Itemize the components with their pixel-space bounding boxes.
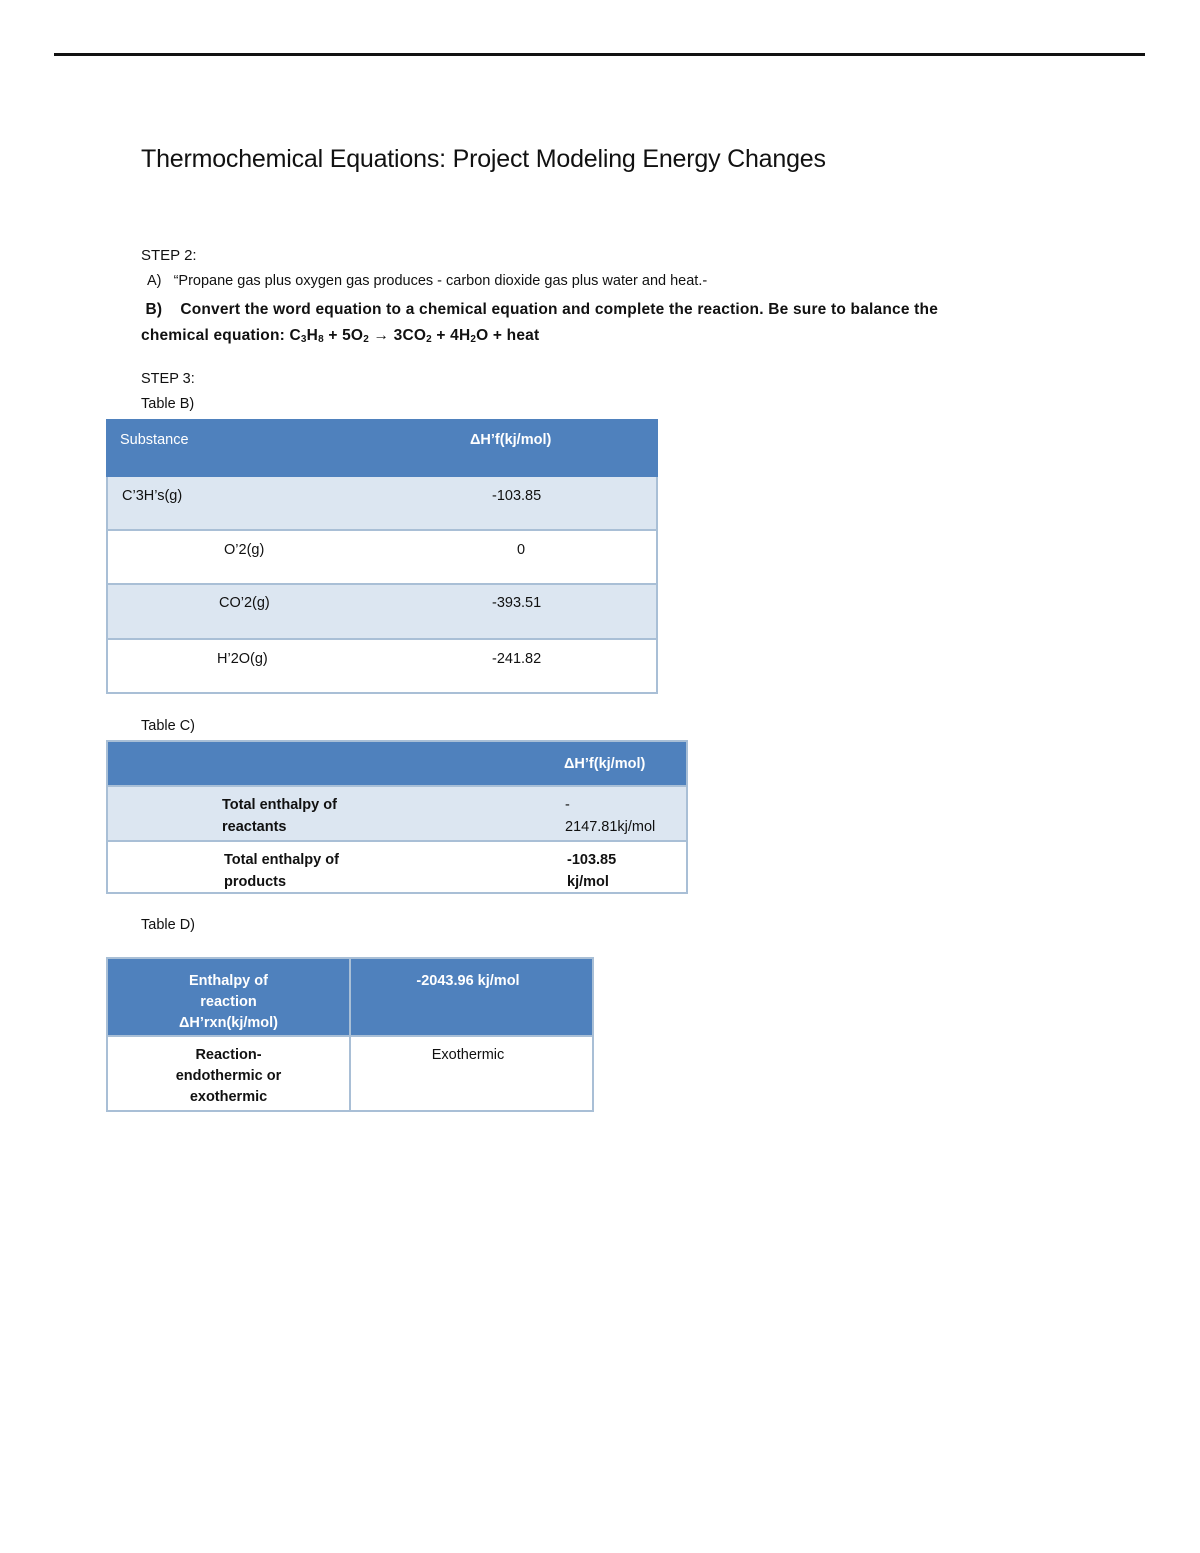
table-d-label: Table D) — [141, 917, 195, 933]
eq-c-sub: 3 — [300, 334, 307, 345]
eq-tail: O + heat — [476, 327, 540, 344]
eq-plus2: + 4H — [431, 327, 471, 344]
table-b-header — [107, 420, 657, 476]
top-rule — [54, 53, 1145, 56]
step2-heading: STEP 2: — [141, 247, 197, 264]
table-row — [107, 530, 657, 584]
table-c-header — [107, 741, 687, 786]
reaction-type-label-cell: Reaction- endothermic or exothermic — [107, 1036, 350, 1111]
substance-cell: H’2O(g) — [217, 651, 268, 667]
value-cell: -103.85 — [492, 488, 542, 504]
eq-h: H — [306, 327, 319, 344]
value-cell: -241.82 — [492, 651, 542, 667]
table-row — [107, 639, 657, 693]
step2-a — [147, 273, 707, 289]
eq-h2o-sub: 2 — [470, 334, 477, 345]
table-row — [107, 786, 687, 841]
step2-b-line2: chemical equation: — [141, 327, 290, 344]
table-row — [107, 1036, 593, 1111]
chemical-equation-line — [141, 323, 938, 353]
table-b-label: Table B) — [141, 396, 195, 412]
step2-b-line1: Convert the word equation to a chemical equation and complete the reaction. Be sure to balance the — [180, 301, 939, 318]
table-row — [107, 476, 657, 530]
step2-b-label: B) — [145, 301, 163, 318]
value-cell: - 2147.81kj/mol — [565, 797, 656, 835]
label-cell: Total enthalpy of products — [224, 852, 339, 890]
table-row — [107, 841, 687, 893]
eq-plus1: + 5O — [323, 327, 364, 344]
page-title: Thermochemical Equations: Project Modeling Energy Changes — [141, 145, 826, 173]
value-cell: -103.85 kj/mol — [567, 852, 617, 890]
eq-o2-sub: 2 — [363, 334, 369, 345]
eq-h-sub: 8 — [318, 334, 324, 345]
table-b-header-substance: Substance — [120, 432, 189, 448]
step2-a-label: A) — [147, 273, 162, 289]
substance-cell: CO’2(g) — [219, 595, 270, 611]
table-b-header-dhf: ΔH’f(kj/mol) — [470, 432, 552, 448]
table-c-header-dhf: ΔH’f(kj/mol) — [564, 756, 646, 772]
value-cell: -393.51 — [492, 595, 542, 611]
eq-co2-sub: 2 — [426, 334, 432, 345]
step2-a-text: “Propane gas plus oxygen gas produces - carbon dioxide gas plus water and heat.- — [173, 273, 708, 289]
table-row — [107, 584, 657, 639]
label-cell: Total enthalpy of reactants — [222, 797, 337, 835]
enthalpy-value-cell: -2043.96 kj/mol — [350, 958, 593, 1036]
substance-cell: C’3H’s(g) — [122, 488, 183, 504]
enthalpy-label-cell: Enthalpy of reaction ΔH’rxn(kj/mol) — [107, 958, 350, 1036]
table-b — [106, 419, 658, 694]
table-c — [106, 740, 688, 894]
value-cell: 0 — [517, 542, 526, 558]
substance-cell: O’2(g) — [224, 542, 265, 558]
table-d — [106, 957, 594, 1112]
table-c-label: Table C) — [141, 718, 195, 734]
eq-arrow: → 3CO — [368, 327, 427, 344]
reaction-type-value-cell: Exothermic — [350, 1036, 593, 1111]
step2-b — [141, 297, 938, 353]
table-d-header — [107, 958, 593, 1036]
eq-c: C — [289, 327, 301, 344]
step3-heading: STEP 3: — [141, 371, 195, 387]
